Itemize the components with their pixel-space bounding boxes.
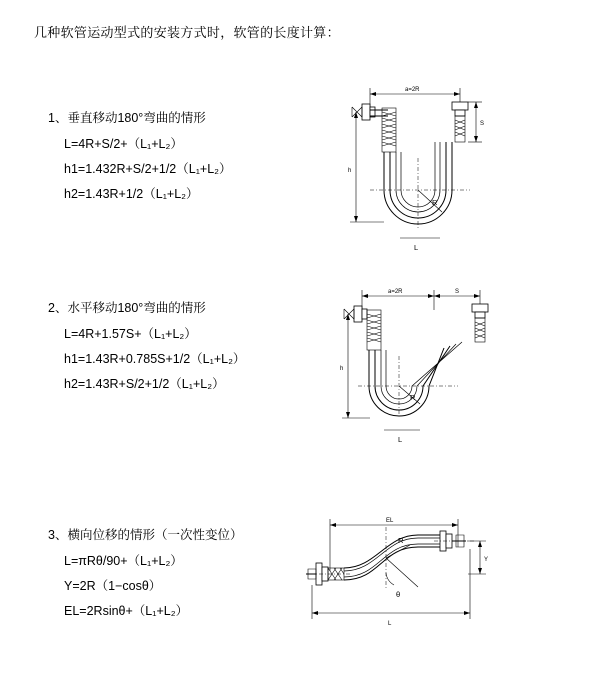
dim-label-theta: θ: [396, 590, 401, 599]
dim-label-h-2: h: [340, 366, 344, 372]
section-2-title: 2、水平移动180°弯曲的情形: [48, 301, 206, 315]
section-1-formula-2: h1=1.432R+S/2+1/2（L₁+L₂）: [64, 162, 232, 176]
dim-label-s-2: S: [455, 289, 460, 295]
figure-horizontal-180-bend: [300, 274, 510, 454]
dim-label-y: Y: [484, 557, 489, 563]
dim-label-s: S: [480, 121, 485, 127]
section-3-formula-2: Y=2R（1−cosθ）: [64, 579, 162, 593]
section-1-text: [48, 108, 308, 209]
section-2-formula-1: L=4R+1.57S+（L₁+L₂）: [64, 327, 197, 341]
section-3-formula-1: L=πRθ/90+（L₁+L₂）: [64, 554, 183, 568]
dim-label-a2r: a=2R: [405, 87, 420, 93]
dim-label-r-3: R: [398, 536, 404, 545]
section-3-formula-3: EL=2Rsinθ+（L₁+L₂）: [64, 604, 189, 618]
dim-label-el: EL: [386, 518, 394, 524]
dim-label-r: R: [432, 198, 438, 207]
dim-label-l-3: L: [388, 621, 392, 627]
dim-label-h: h: [348, 168, 352, 174]
section-2-formula-2: h1=1.43R+0.785S+1/2（L₁+L₂）: [64, 352, 246, 366]
dim-label-a2r-2: a=2R: [388, 289, 403, 295]
section-3-title: 3、横向位移的情形（一次性变位）: [48, 528, 243, 542]
dim-label-l: L: [414, 243, 419, 252]
dim-label-r-2: R: [410, 393, 416, 402]
section-1-title: 1、垂直移动180°弯曲的情形: [48, 111, 206, 125]
figure-lateral-offset: [290, 501, 510, 651]
dim-label-l-2: L: [398, 435, 403, 444]
figure-vertical-180-bend: [300, 72, 510, 282]
section-1-formula-1: L=4R+S/2+（L₁+L₂）: [64, 137, 183, 151]
section-1-formula-3: h2=1.43R+1/2（L₁+L₂）: [64, 187, 199, 201]
section-2-formula-3: h2=1.43R+S/2+1/2（L₁+L₂）: [64, 377, 225, 391]
section-3-text: [48, 525, 308, 626]
section-2-text: [48, 298, 308, 399]
page-title: 几种软管运动型式的安装方式时，软管的长度计算：: [34, 25, 340, 40]
